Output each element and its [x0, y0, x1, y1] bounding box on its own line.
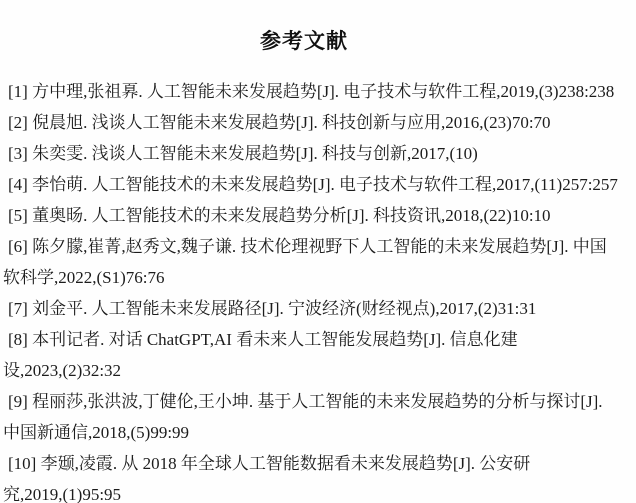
- reference-item: [0, 169, 636, 200]
- reference-item: [0, 324, 636, 386]
- reference-line: [1] 方中理,张祖奡. 人工智能未来发展趋势[J]. 电子技术与软件工程,2019,(3)238:238: [8, 82, 615, 101]
- reference-line: [7] 刘金平. 人工智能未来发展路径[J]. 宁波经济(财经视点),2017,(2)31:31: [8, 299, 537, 318]
- reference-item: [0, 386, 636, 448]
- reference-item: [0, 231, 636, 293]
- reference-item: [0, 200, 636, 231]
- reference-line: [3] 朱奕雯. 浅谈人工智能未来发展趋势[J]. 科技与创新,2017,(10): [8, 144, 478, 163]
- reference-item: [0, 448, 636, 503]
- reference-line: [4] 李怡萌. 人工智能技术的未来发展趋势[J]. 电子技术与软件工程,2017,(11)257:257: [8, 175, 618, 194]
- reference-item: [0, 138, 636, 169]
- page-title: 参考文献: [260, 29, 348, 53]
- reference-item: [0, 293, 636, 324]
- reference-line: [10] 李颋,凌霞. 从 2018 年全球人工智能数据看未来发展趋势[J]. 公安研: [8, 454, 531, 473]
- reference-line: 中国新通信,2018,(5)99:99: [3, 423, 190, 442]
- reference-line: 设,2023,(2)32:32: [3, 361, 122, 380]
- reference-line: [6] 陈夕朦,崔菁,赵秀文,魏子谦. 技术伦理视野下人工智能的未来发展趋势[J]. 中国: [8, 237, 607, 256]
- reference-line: 究,2019,(1)95:95: [3, 485, 122, 503]
- reference-item: [0, 76, 636, 107]
- reference-line: 软科学,2022,(S1)76:76: [3, 268, 165, 287]
- reference-item: [0, 107, 636, 138]
- reference-line: [2] 倪晨旭. 浅谈人工智能未来发展趋势[J]. 科技创新与应用,2016,(23)70:70: [8, 113, 551, 132]
- reference-line: [5] 董奥旸. 人工智能技术的未来发展趋势分析[J]. 科技资讯,2018,(22)10:10: [8, 206, 551, 225]
- reference-line: [9] 程丽莎,张洪波,丁健伦,王小坤. 基于人工智能的未来发展趋势的分析与探讨[J].: [8, 392, 603, 411]
- reference-line: [8] 本刊记者. 对话 ChatGPT,AI 看未来人工智能发展趋势[J]. 信息化建: [8, 330, 518, 349]
- reference-list: [0, 76, 636, 503]
